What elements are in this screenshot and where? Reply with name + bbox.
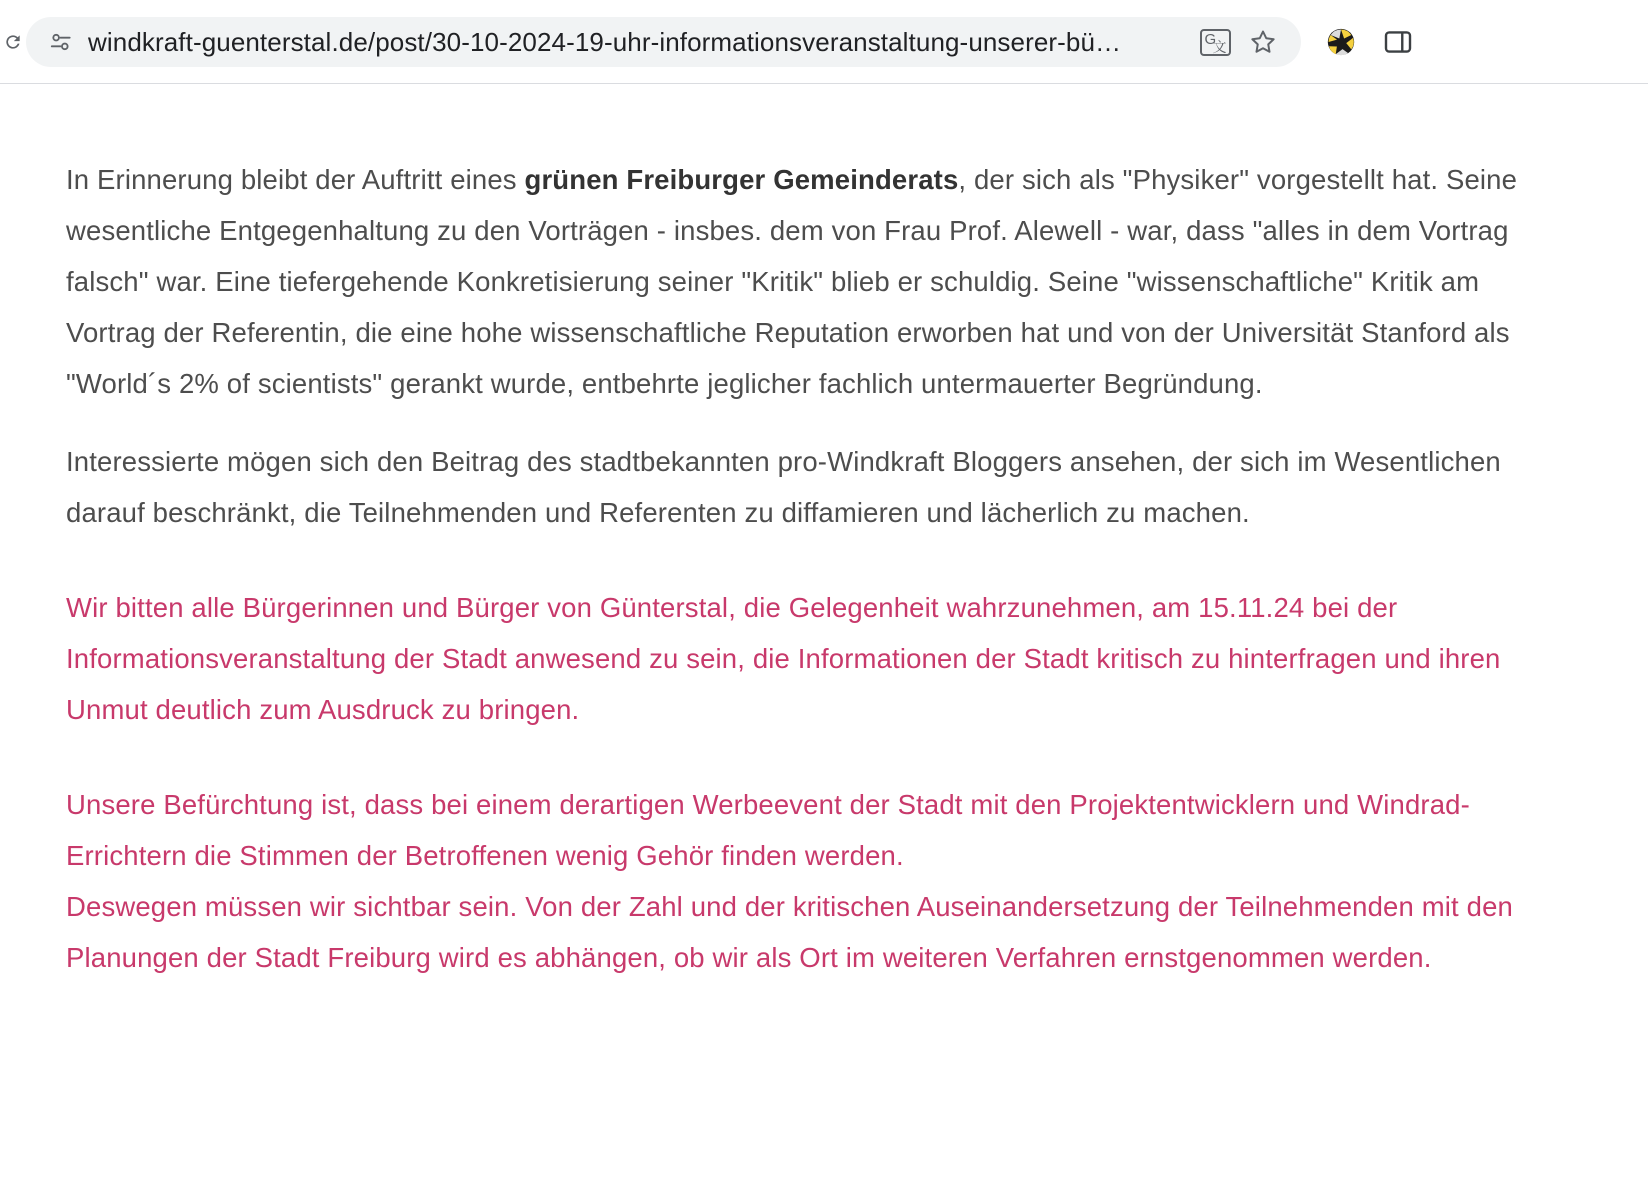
bookmark-star-icon[interactable] (1241, 20, 1285, 64)
address-bar[interactable] (26, 17, 1301, 67)
translate-cjk-letter: 文 (1212, 38, 1227, 55)
browser-toolbar (0, 0, 1648, 84)
translate-latin-letter: G (1204, 30, 1217, 48)
paragraph1-bold-phrase: grünen Freiburger Gemeinderats (524, 163, 959, 195)
reload-icon-partial[interactable] (0, 32, 26, 52)
paragraph-sichtbar: Deswegen müssen wir sichtbar sein. Von der Zahl und der kritischen Auseinandersetzung der Teilnehmenden mit den Planungen der Stadt Freiburg wird es abhängen, ob wir als Ort im weiteren Verfahren ernstgenommen werden. (66, 891, 1513, 973)
side-panel-icon[interactable] (1381, 25, 1415, 59)
translate-badge (1200, 29, 1231, 56)
site-settings-icon[interactable] (44, 25, 78, 59)
paragraph-spacer-2 (66, 735, 1588, 779)
extension-icons (1323, 24, 1415, 60)
paragraph-blogger: Interessierte mögen sich den Beitrag des stadtbekannten pro-Windkraft Bloggers ansehen, der sich im Wesentlichen darauf beschränkt, die Teilnehmenden und Referenten zu diffamieren und lächerlich zu machen. (66, 446, 1501, 528)
url-text[interactable]: windkraft-guenterstal.de/post/30-10-2024-19-uhr-informationsveranstaltung-unserer-bü… (88, 26, 1122, 57)
aperture-extension-icon[interactable] (1323, 24, 1359, 60)
paragraph-aufruf: Wir bitten alle Bürgerinnen und Bürger von Günterstal, die Gelegenheit wahrzunehmen, am 15.11.24 bei der Informationsveranstaltung der Stadt anwesend zu sein, die Informationen der Stadt kritisch zu hinterfragen und ihren Unmut deutlich zum Ausdruck zu bringen. (66, 592, 1501, 725)
paragraph1-part2: , der sich als "Physiker" vorgestellt hat. Seine wesentliche Entgegenhaltung zu den Vorträgen - insbes. dem von Frau Prof. Alewell - war, dass "alles in dem Vortrag falsch" war. Eine tiefergehende Konkretisierung seiner "Kritik" blieb er schuldig. Seine "wissenschaftliche" Kritik am Vortrag der Referentin, die eine hohe wissenschaftliche Reputation erworben hat und von der Universität Stanford als "World´s 2% of scientists" gerankt wurde, entbehrte jeglicher fachlich untermauerter Begründung. (66, 163, 1518, 399)
page-content (0, 84, 1648, 983)
paragraph-befuerchtung: Unsere Befürchtung ist, dass bei einem derartigen Werbeevent der Stadt mit den Projektentwicklern und Windrad-Errichtern die Stimmen der Betroffenen wenig Gehör finden werden. (66, 789, 1470, 871)
translate-page-icon[interactable] (1193, 20, 1237, 64)
paragraph-spacer-1 (66, 538, 1588, 582)
toolbar-divider (0, 83, 1648, 84)
paragraph1-part1: In Erinnerung bleibt der Auftritt eines (66, 163, 525, 195)
paragraph-erinnerung (66, 154, 1546, 409)
